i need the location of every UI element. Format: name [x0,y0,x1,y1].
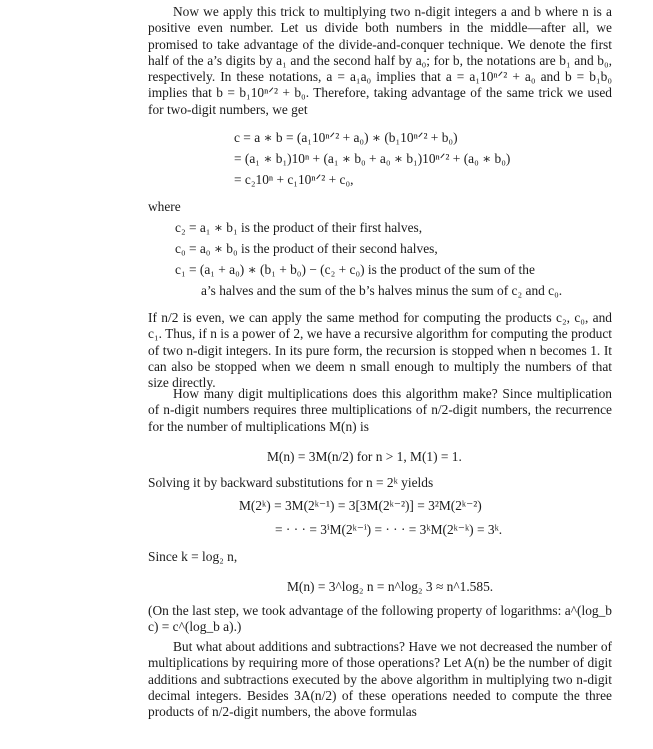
definition-c0: c₀ = a₀ ∗ b₀ is the product of their second halves, [175,241,438,256]
equation-recurrence: M(n) = 3M(n/2) for n > 1, M(1) = 1. [267,449,462,464]
definition-c1: c₁ = (a₁ + a₀) ∗ (b₁ + b₀) − (c₂ + c₀) is the product of the sum of the [175,262,535,277]
paragraph-multiplications: How many digit multiplications does this algorithm make? Since multiplication of n-digit numbers requires three multiplications of n/2-digit numbers, the recurrence for the number of multiplications M(n) is [148,386,612,434]
since-text: Since k = log₂ n, [148,549,238,564]
equation-c-line2: = (a₁ ∗ b₁)10ⁿ + (a₁ ∗ b₀ + a₀ ∗ b₁)10ⁿᐟ² + (a₀ ∗ b₀) [234,151,511,166]
paragraph-logarithm-property: (On the last step, we took advantage of the following property of logarithms: a^(log_b c) = c^(log_b a).) [148,603,612,635]
definition-c2: c₂ = a₁ ∗ b₁ is the product of their first halves, [175,220,423,235]
equation-backward-line2: = · · · = 3ⁱM(2ᵏ⁻ⁱ) = · · · = 3ᵏM(2ᵏ⁻ᵏ) = 3ᵏ. [275,522,503,537]
equation-backward-line1: M(2ᵏ) = 3M(2ᵏ⁻¹) = 3[3M(2ᵏ⁻²)] = 3²M(2ᵏ⁻²) [239,498,482,513]
paragraph-recursion: If n/2 is even, we can apply the same method for computing the products c₂, c₀, and c₁. Thus, if n is a power of 2, we have a recursive algorithm for computing the product of two n-digit integers. In its pure form, the recursion is stopped when n becomes 1. It can also be stopped when we deem n small enough to multiply the numbers of that size directly. [148,310,612,391]
definition-c1-continued: a’s halves and the sum of the b’s halves minus the sum of c₂ and c₀. [201,283,563,298]
where-label: where [148,199,181,214]
paragraph-intro: Now we apply this trick to multiplying two n-digit integers a and b where n is a positive even number. Let us divide both numbers in the middle—after all, we promised to take advantage of the divide-and-conquer technique. We denote the first half of the a’s digits by a₁ and the second half by a₀; for b, the notations are b₁ and b₀, respectively. In these notations, a = a₁a₀ implies that a = a₁10ⁿᐟ² + a₀ and b = b₁b₀ implies that b = b₁10ⁿᐟ² + b₀. Therefore, taking advantage of the same trick we used for two-digit numbers, we get [148,4,612,117]
paragraph-additions: But what about additions and subtractions? Have we not decreased the number of multiplications by requiring more of those operations? Let A(n) be the number of digit additions and subtractions executed by the above algorithm in multiplying two n-digit decimal integers. Besides 3A(n/2) of these operations needed to compute the three products of n/2-digit numbers, the above formulas [148,639,612,720]
backward-substitution-text: Solving it by backward substitutions for n = 2ᵏ yields [148,475,434,490]
equation-c-line1: c = a ∗ b = (a₁10ⁿᐟ² + a₀) ∗ (b₁10ⁿᐟ² + b₀) [234,130,458,145]
equation-c-line3: = c₂10ⁿ + c₁10ⁿᐟ² + c₀, [234,172,354,187]
equation-final: M(n) = 3^log₂ n = n^log₂ 3 ≈ n^1.585. [287,579,494,594]
